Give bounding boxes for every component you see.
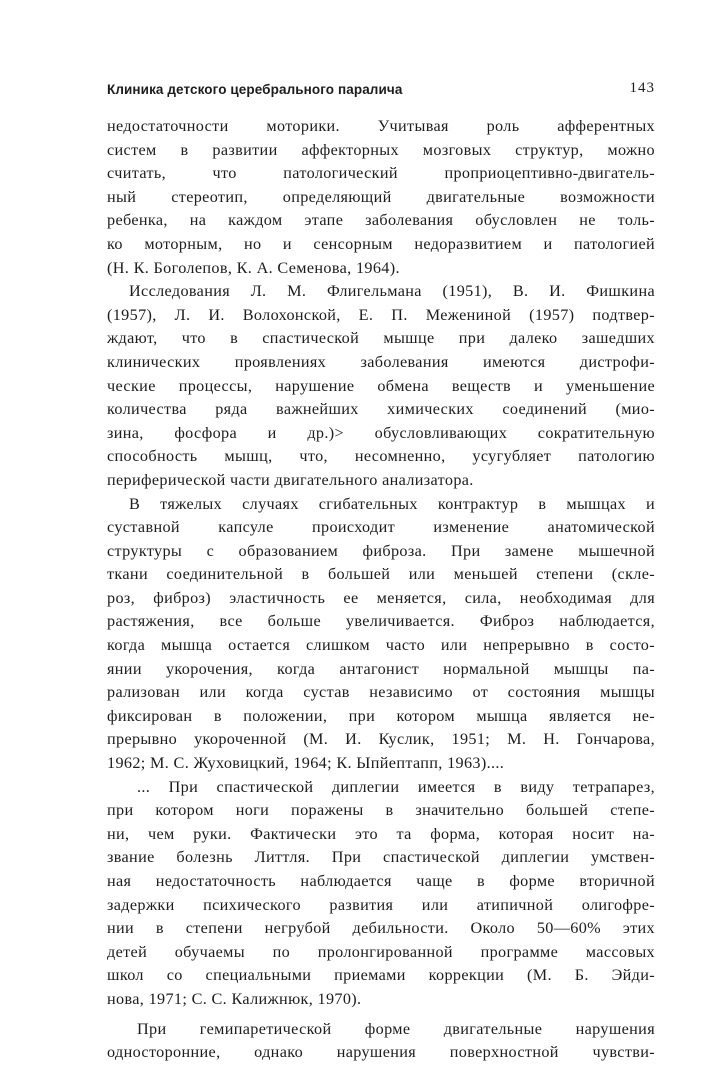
text-line: ждают, что в спастической мышце при далеко зашедших <box>107 329 655 348</box>
text-line: клинических проявлениях заболевания имеются дистрофи- <box>107 352 655 371</box>
paragraph-1 <box>107 115 655 280</box>
text-line: Исследования Л. М. Флигельмана (1951), В. И. Фишкина <box>129 282 655 301</box>
text-line: ная недостаточность наблюдается чаще в форме вторичной <box>107 872 655 890</box>
text-line: ребенка, на каждом этапе заболевания обусловлен не толь- <box>107 211 655 230</box>
text-line: ни, чем руки. Фактически это та форма, которая носит на- <box>107 824 655 843</box>
text-line: односторонние, однако нарушения поверхностной чувстви- <box>107 1043 655 1062</box>
text-line: роз, фиброз) эластичность ее меняется, сила, необходимая для <box>107 588 655 607</box>
text-line: периферической части двигательного анализатора. <box>107 470 474 489</box>
text-line: недостаточности моторики. Учитывая роль афферентных <box>107 117 655 135</box>
text-line: ткани соединительной в большей или меньшей степени (скле- <box>107 565 655 584</box>
text-line: рализован или когда сустав независимо от состояния мышцы <box>107 683 655 702</box>
text-line: фиксирован в положении, при котором мышца является не- <box>107 706 655 725</box>
paragraph-4 <box>107 776 655 1012</box>
text-line: считать, что патологический проприоцептивно-двигатель- <box>107 164 655 183</box>
paragraph-2 <box>107 280 655 492</box>
text-line: зина, фосфора и др.)> обусловливающих сократительную <box>107 423 655 442</box>
text-line: нова, 1971; С. С. Калижнюк, 1970). <box>107 989 362 1008</box>
text-line: при котором ноги поражены в значительно большей степе- <box>107 801 655 820</box>
paragraph-3 <box>107 493 655 776</box>
text-line: когда мышца остается слишком часто или непрерывно в состо- <box>107 636 655 655</box>
page-number: 143 <box>629 80 655 96</box>
text-line: нии в степени негрубой дебильности. Около 50—60% этих <box>107 919 655 938</box>
paragraph-5 <box>107 1018 655 1065</box>
text-line: ... При спастической диплегии имеется в виду тетрапарез, <box>137 777 655 796</box>
text-line: ческие процессы, нарушение обмена веществ и уменьшение <box>107 376 655 395</box>
text-line: школ со специальными приемами коррекции (М. Б. Эйди- <box>107 966 655 985</box>
running-head <box>107 80 655 102</box>
text-line: структуры с образованием фиброза. При замене мышечной <box>107 541 655 560</box>
text-line: (Н. К. Боголепов, К. А. Семенова, 1964). <box>107 258 400 277</box>
text-line: 1962; М. С. Жуховицкий, 1964; К. Ыпйептапп, 1963).... <box>107 754 505 773</box>
text-line: растяжения, все больше увеличивается. Фиброз наблюдается, <box>107 612 655 631</box>
running-title: Клиника детского церебрального паралича <box>107 82 403 97</box>
text-line: суставной капсуле происходит изменение анатомической <box>107 518 655 537</box>
text-line: янии укорочения, когда антагонист нормальной мышцы па- <box>107 659 655 678</box>
text-line: способность мышц, что, несомненно, усугубляет патологию <box>107 447 655 466</box>
body-text <box>107 115 655 1065</box>
text-line: В тяжелых случаях сгибательных контрактур в мышцах и <box>129 494 655 513</box>
text-line: детей обучаемы по пролонгированной программе массовых <box>107 942 655 961</box>
text-line: количества ряда важнейших химических соединений (мио- <box>107 400 655 419</box>
text-line: ный стереотип, определяющий двигательные возможности <box>107 187 655 206</box>
text-line: систем в развитии аффекторных мозговых структур, можно <box>107 140 655 159</box>
text-line: звание болезнь Литтля. При спастической диплегии умствен- <box>107 848 655 867</box>
text-line: задержки психического развития или атипичной олигофре- <box>107 895 655 914</box>
text-line: При гемипаретической форме двигательные нарушения <box>137 1019 655 1038</box>
text-line: ко моторным, но и сенсорным недоразвитием и патологией <box>107 234 655 253</box>
text-line: (1957), Л. И. Волохонской, Е. П. Межениной (1957) подтвер- <box>107 305 655 324</box>
text-line: прерывно укороченной (М. И. Куслик, 1951; М. Н. Гончарова, <box>107 730 655 749</box>
